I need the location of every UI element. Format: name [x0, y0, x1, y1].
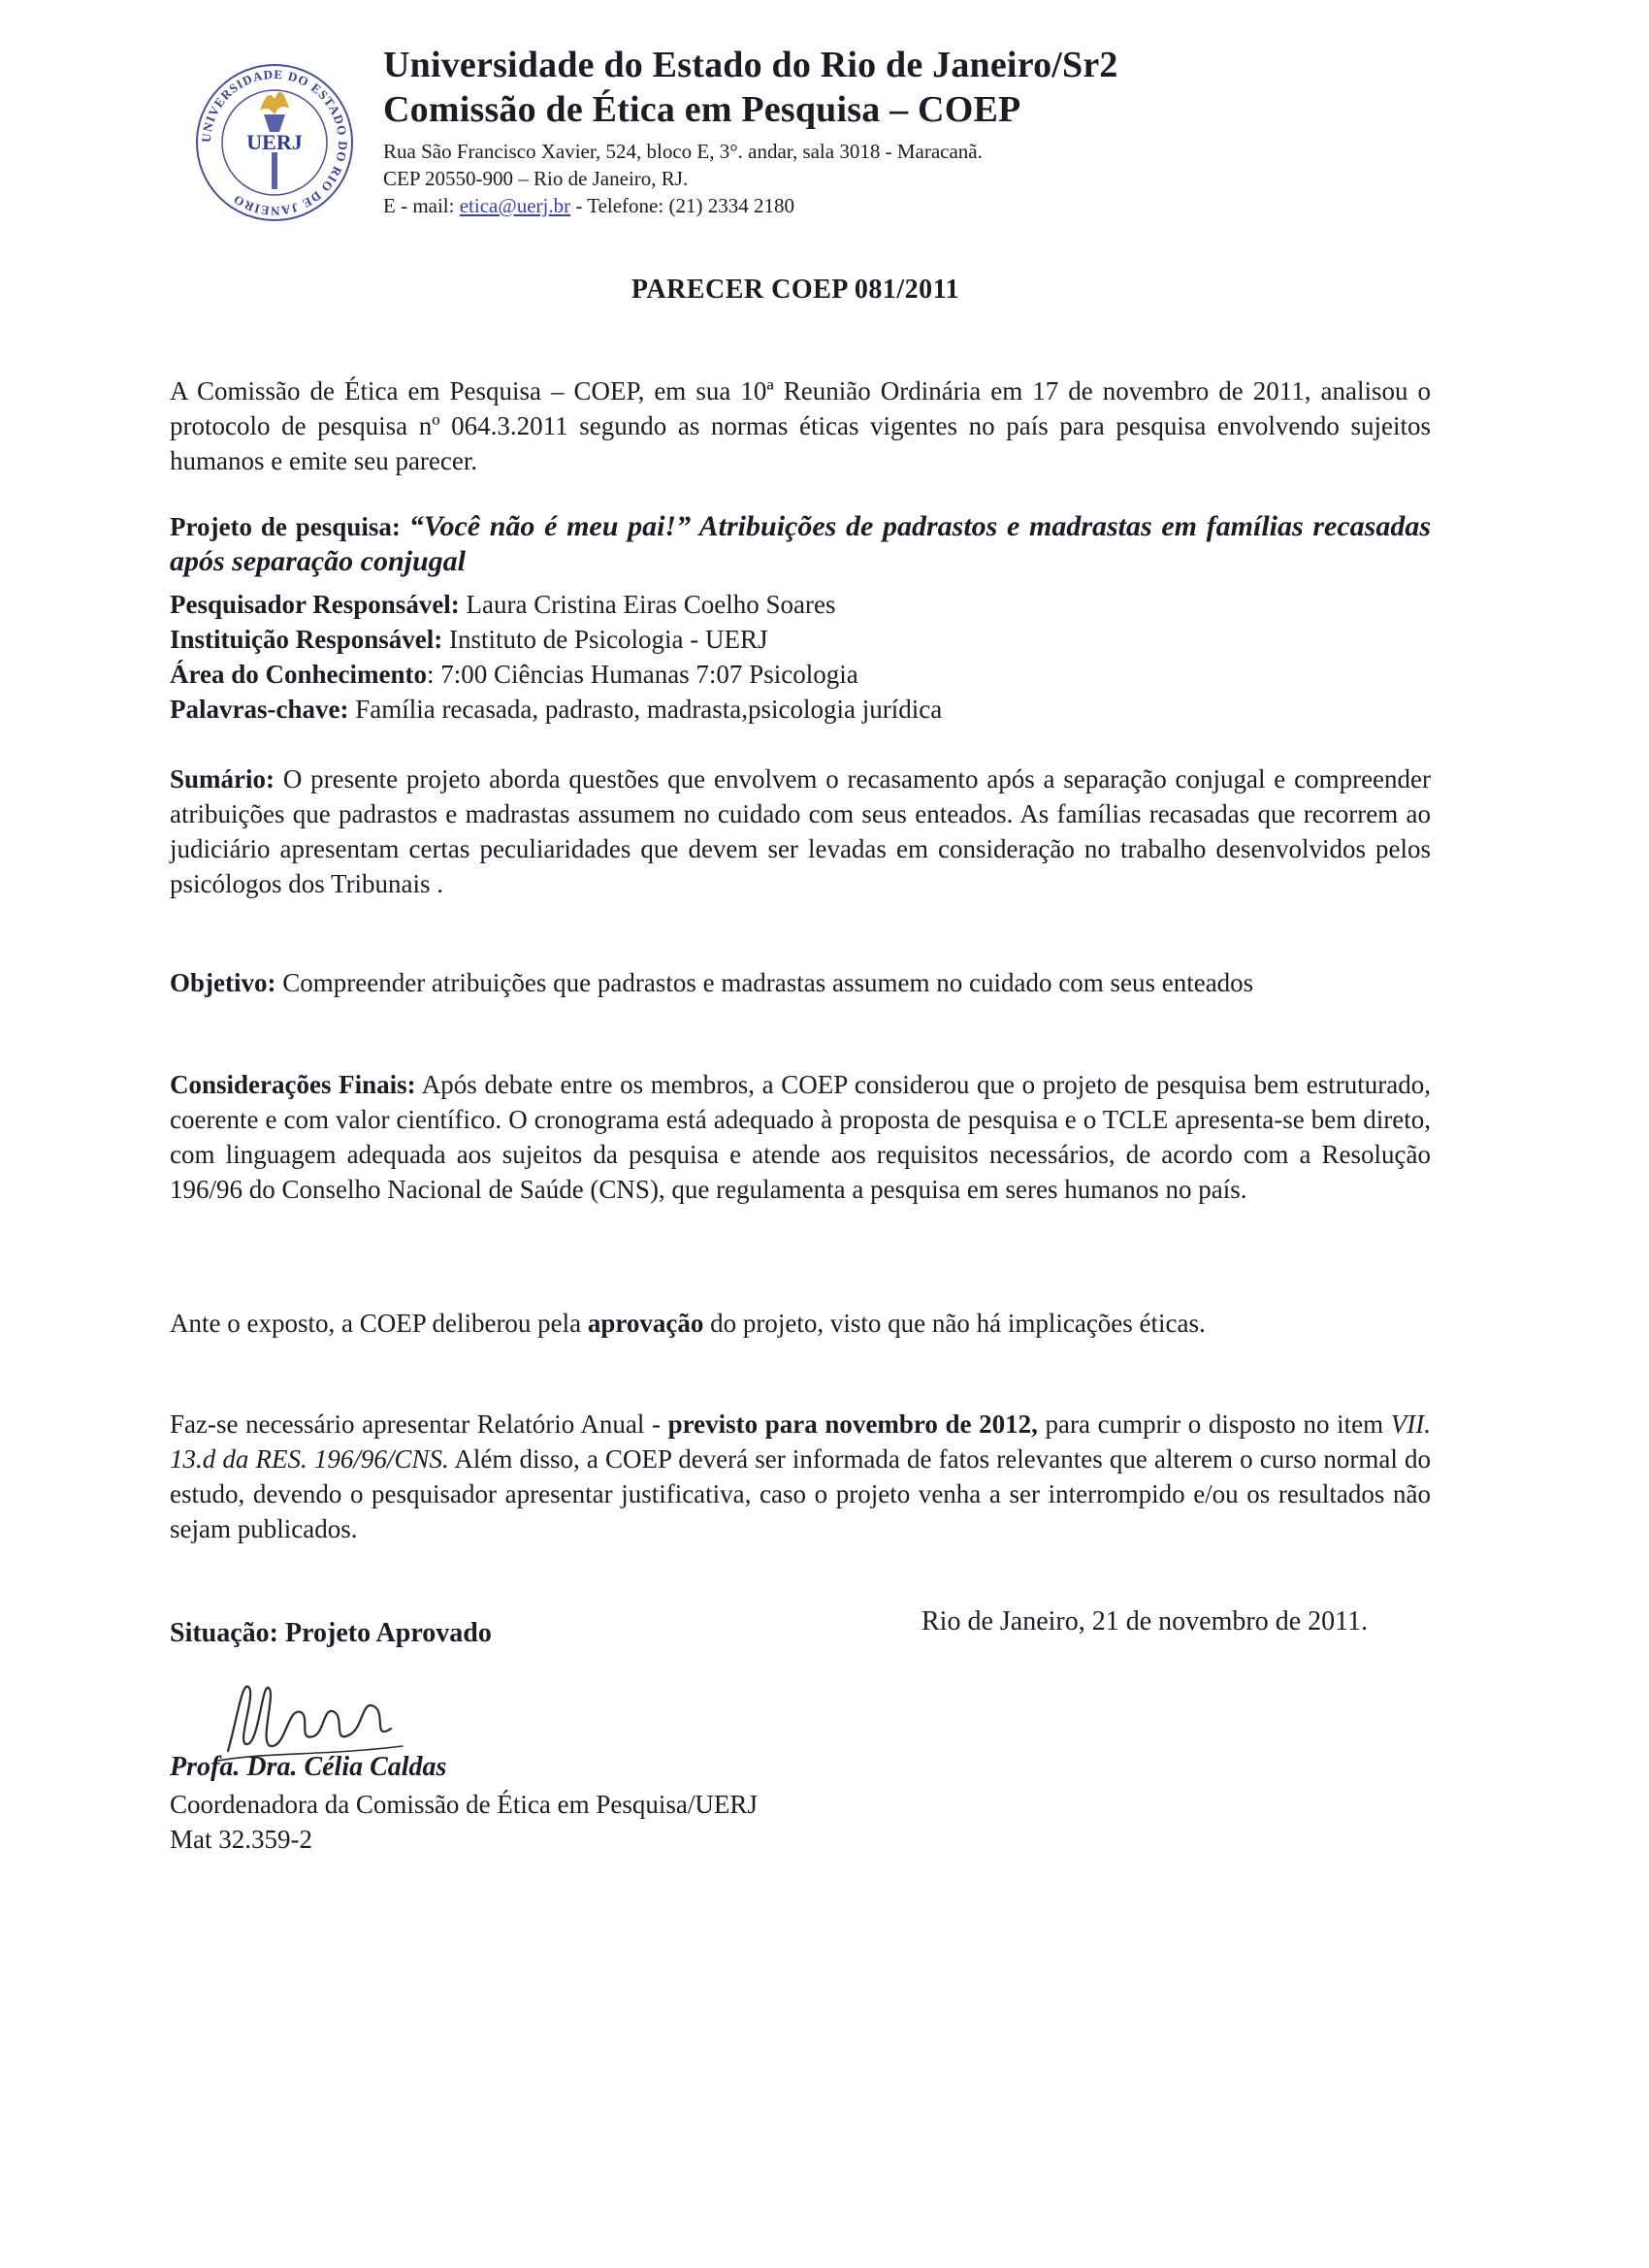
address-line: Rua São Francisco Xavier, 524, bloco E, 3°. andar, sala 3018 - Maracanã. — [383, 140, 983, 163]
phone-text: - Telefone: (21) 2334 2180 — [570, 194, 794, 217]
area-line — [170, 657, 858, 692]
contact-line — [383, 192, 1118, 219]
objective-paragraph — [170, 965, 1431, 1000]
summary-paragraph — [170, 761, 1431, 901]
date-line: Rio de Janeiro, 21 de novembro de 2011. — [922, 1606, 1369, 1636]
project-block — [170, 509, 1431, 579]
researcher-value: Laura Cristina Eiras Coelho Soares — [466, 590, 836, 619]
project-label: Projeto de pesquisa: — [170, 512, 401, 541]
logo-ring-text: UNIVERSIDADE DO ESTADO DO RIO DE JANEIRO — [198, 66, 351, 219]
summary-text: O presente projeto aborda questões que envolvem o recasamento após a separação conjugal e compreender atribuições que padrastos e madrastas assumem no cuidado com seus enteados. As famílias recasadas que recorrem ao judiciário apresentam certas peculiaridades que devem ser levadas em consideração no trabalho desenvolvidos pelos psicólogos dos Tribunais . — [170, 764, 1432, 898]
cep-line: CEP 20550-900 – Rio de Janeiro, RJ. — [383, 167, 689, 190]
objective-label: Objetivo: — [170, 968, 276, 997]
document-title: PARECER COEP 081/2011 — [630, 275, 960, 305]
email-label: E - mail: — [383, 194, 460, 217]
committee-name: Comissão de Ética em Pesquisa – COEP — [383, 89, 1021, 130]
considerations-paragraph — [170, 1067, 1431, 1207]
signatory-role: Coordenadora da Comissão de Ética em Pesquisa/UERJ — [170, 1790, 758, 1819]
university-name: Universidade do Estado do Rio de Janeiro/Sr2 — [383, 45, 1118, 85]
considerations-text: Após debate entre os membros, a COEP considerou que o projeto de pesquisa bem estruturado, coerente e com valor científico. O cronograma está adequado à proposta de pesquisa e o TCLE apresenta-se bem direto, com linguagem adequada aos sujeitos da pesquisa e atende aos requisitos necessários, de acordo com a Resolução 196/96 do Conselho Nacional de Saúde (CNS), que regulamenta a pesquisa em seres humanos no país. — [170, 1070, 1431, 1204]
status-line: Situação: Projeto Aprovado — [170, 1618, 492, 1648]
report-italic: VII. 13.d da RES. 196/96/CNS. — [170, 1409, 1432, 1474]
institution-value: Instituto de Psicologia - UERJ — [449, 625, 768, 654]
logo-text: UERJ — [246, 130, 303, 154]
institution-label: Instituição Responsável: — [170, 625, 443, 654]
report-text-2: para cumprir o disposto no item — [1037, 1409, 1391, 1439]
researcher-label: Pesquisador Responsável: — [170, 590, 460, 619]
keywords-label: Palavras-chave: — [170, 695, 349, 724]
signatory-name: Profa. Dra. Célia Caldas — [170, 1752, 447, 1782]
objective-text: Compreender atribuições que padrastos e madrastas assumem no cuidado com seus enteados — [282, 968, 1254, 997]
keywords-value: Família recasada, padrasto, madrasta,psicologia jurídica — [355, 695, 943, 724]
report-text-1: Faz-se necessário apresentar Relatório Anual - — [170, 1409, 668, 1439]
project-title: “Você não é meu pai!” Atribuições de padrastos e madrastas em famílias recasadas após separação conjugal — [170, 510, 1431, 577]
institution-line — [170, 622, 768, 657]
letterhead — [383, 43, 1118, 219]
report-paragraph — [170, 1407, 1431, 1546]
intro-paragraph: A Comissão de Ética em Pesquisa – COEP, em sua 10ª Reunião Ordinária em 17 de novembro de 2011, analisou o protocolo de pesquisa nº 064.3.2011 segundo as normas éticas vigentes no país para pesquisa envolvendo sujeitos humanos e emite seu parecer. — [170, 376, 1431, 475]
decision-bold: aprovação — [587, 1309, 704, 1338]
considerations-label: Considerações Finais: — [170, 1070, 416, 1099]
summary-label: Sumário: — [170, 764, 275, 794]
keywords-line — [170, 692, 942, 727]
report-bold: previsto para novembro de 2012, — [667, 1409, 1038, 1439]
report-text-3: Além disso, a COEP deverá ser informada de fatos relevantes que alterem o curso normal do estudo, devendo o pesquisador apresentar justificativa, caso o projeto venha a ser interrompido e/ou os resultados não sejam publicados. — [170, 1444, 1431, 1543]
area-value: : 7:00 Ciências Humanas 7:07 Psicologia — [426, 660, 858, 689]
area-label: Área do Conhecimento — [170, 660, 427, 689]
decision-text: Ante o exposto, a COEP deliberou pela — [170, 1309, 588, 1338]
researcher-line — [170, 587, 835, 622]
decision-text-end: do projeto, visto que não há implicações éticas. — [703, 1309, 1206, 1338]
uerj-logo-icon — [192, 60, 357, 225]
signatory-mat: Mat 32.359-2 — [170, 1825, 312, 1854]
email-link[interactable]: etica@uerj.br — [459, 194, 571, 217]
decision-paragraph — [170, 1306, 1431, 1341]
